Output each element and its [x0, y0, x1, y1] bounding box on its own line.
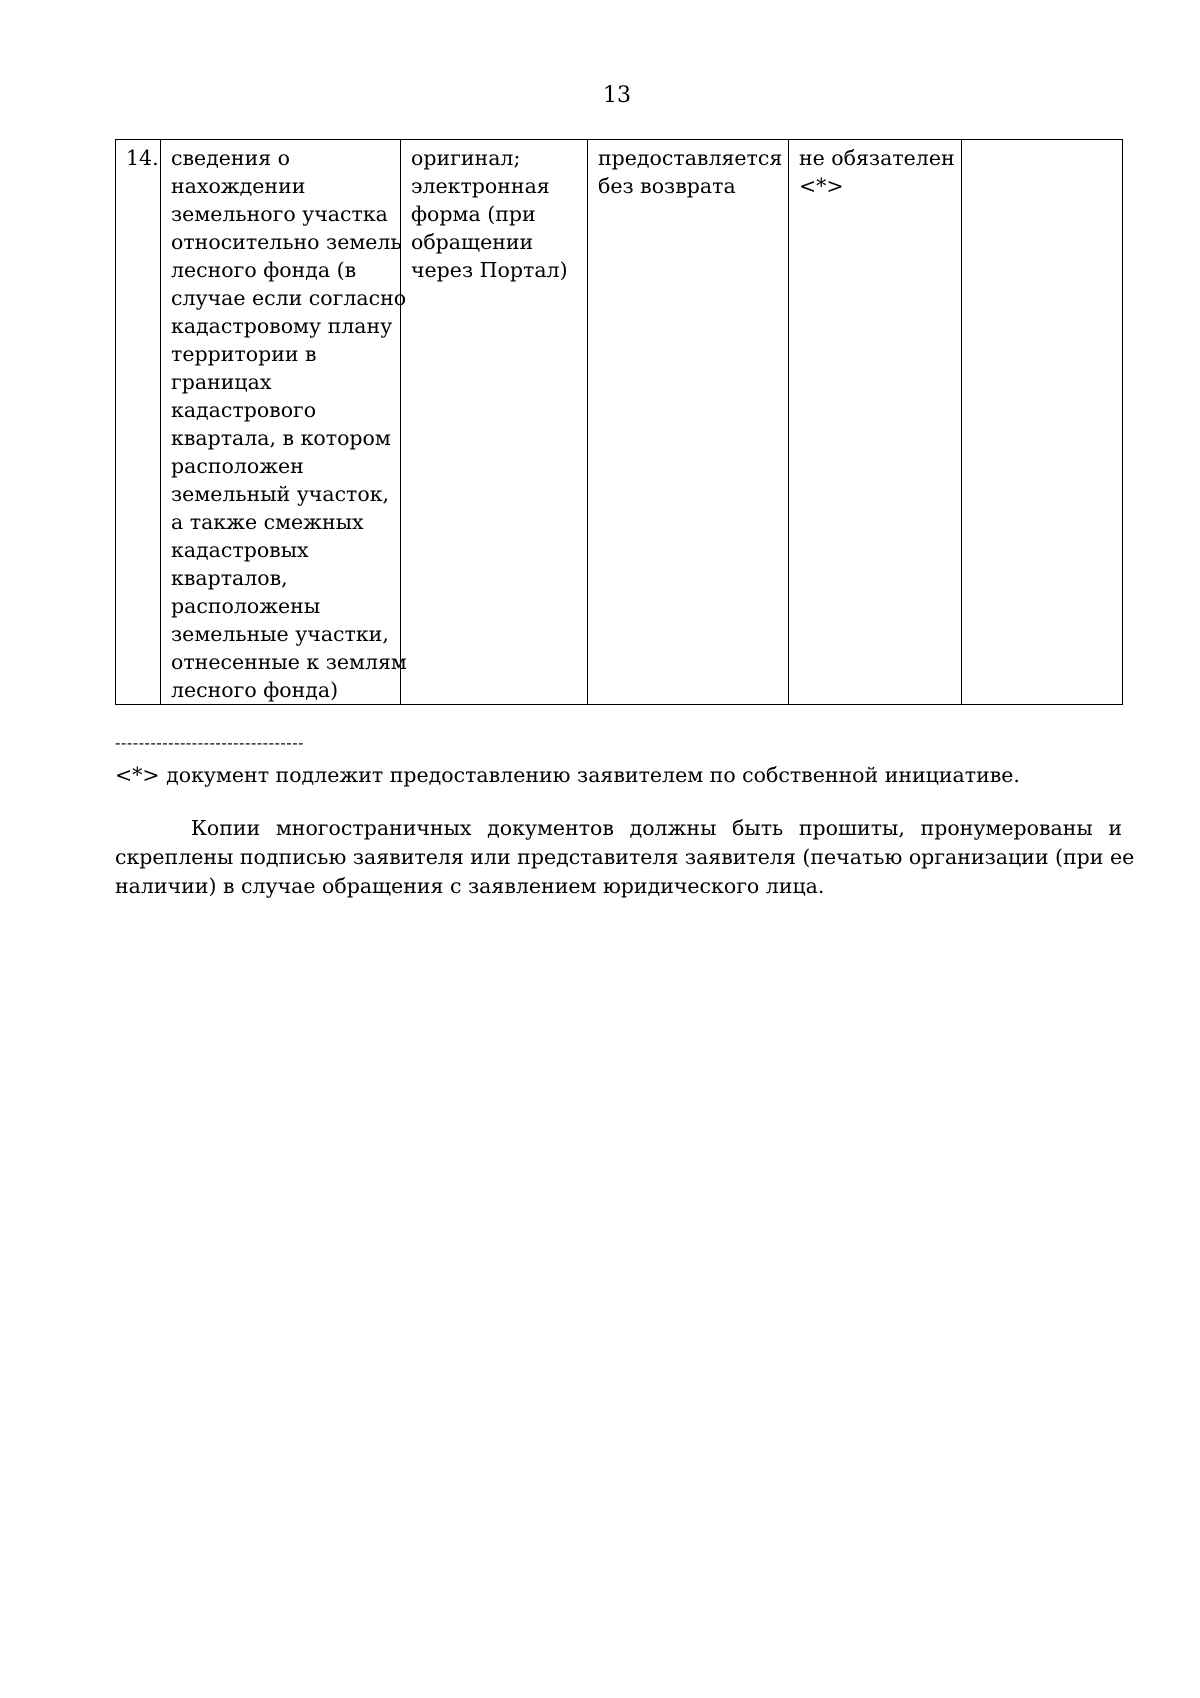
return-status-cell [588, 140, 789, 705]
cell-line: сведения о [171, 146, 291, 170]
cell-line: нахождении [171, 174, 306, 198]
cell-line: границах [171, 370, 272, 394]
document-name-cell [161, 140, 407, 705]
cell-line: кварталов, [171, 566, 288, 590]
cell-line: кадастровых [171, 538, 309, 562]
documents-table [115, 139, 1123, 705]
cell-line: отнесенные к землям [171, 650, 407, 674]
cell-line: территории в [171, 342, 317, 366]
paragraph-line: Копии многостраничных документов должны быть прошиты, пронумерованы и [191, 816, 1122, 840]
cell-line: без возврата [598, 174, 736, 198]
cell-line: относительно земель [171, 230, 402, 254]
cell-line: электронная [411, 174, 550, 198]
cell-line: оригинал; [411, 146, 521, 170]
cell-line: земельного участка [171, 202, 388, 226]
requirement-cell [789, 140, 962, 705]
cell-line: лесного фонда (в [171, 258, 357, 282]
paragraph-line: скреплены подписью заявителя или представителя заявителя (печатью организации (при ее [115, 845, 1135, 869]
table-row [116, 140, 1123, 705]
cell-line: случае если согласно [171, 286, 407, 310]
document-form-cell [401, 140, 588, 705]
footnote-separator: -------------------------------- [115, 733, 304, 752]
body-paragraph [115, 814, 1135, 901]
cell-line: а также смежных [171, 510, 364, 534]
cell-line: земельные участки, [171, 622, 389, 646]
cell-line: расположены [171, 594, 321, 618]
empty-cell [962, 140, 1123, 705]
cell-line: расположен [171, 454, 304, 478]
page-number: 13 [603, 83, 631, 108]
cell-line: через Портал) [411, 258, 568, 282]
cell-line: кадастровому плану [171, 314, 393, 338]
cell-line: <*> [799, 174, 844, 198]
row-number-cell [116, 140, 161, 705]
cell-line: обращении [411, 230, 534, 254]
cell-line: не обязателен [799, 146, 955, 170]
row-number: 14. [126, 146, 159, 170]
footnote-text: <*> документ подлежит предоставлению заявителем по собственной инициативе. [115, 763, 1020, 787]
cell-line: земельный участок, [171, 482, 390, 506]
cell-line: предоставляется [598, 146, 783, 170]
cell-line: квартала, в котором [171, 426, 391, 450]
paragraph-line: наличии) в случае обращения с заявлением юридического лица. [115, 874, 825, 898]
cell-line: форма (при [411, 202, 536, 226]
cell-line: лесного фонда) [171, 678, 339, 702]
cell-line: кадастрового [171, 398, 317, 422]
